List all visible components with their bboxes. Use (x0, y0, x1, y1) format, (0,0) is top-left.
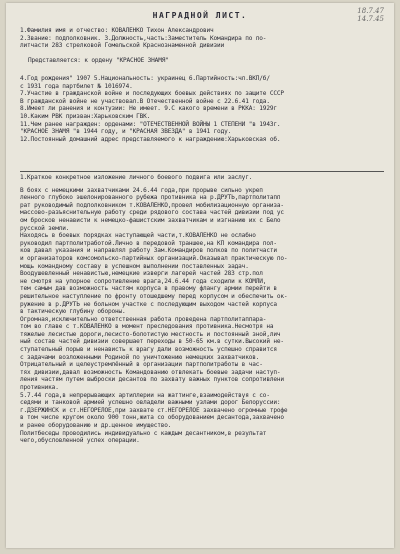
body-line: Воодушевленный ненавистью,немецкие изверги лагерей частей 283 стр.пол (20, 270, 263, 278)
info-line: 8.Имеет ли ранения и контузии: Не имеет. 9.С какого времени в РККА: 1929г (20, 105, 277, 113)
info-line: 10.Каким РВК призван:Харьковским ГВК. (20, 112, 151, 120)
body-line: ом бросков ненависти к немецко-фашистским захватчикам и изгнанию их с Бело (20, 216, 281, 224)
header-line: 1.Фамилия имя и отчество: КОВАЛЕНКО Тихон Александрович (20, 27, 214, 34)
award-sheet (6, 3, 394, 548)
body-line: и ранее оборудованию и др.ценное имущество. (20, 422, 172, 429)
info-line: В гражданской войне не участвовал.В Отечественной войне с 22.6.41 года. (20, 97, 270, 105)
body-line: русской земли. (20, 224, 70, 232)
body-line: том во главе с т.КОВАЛЕНКО в момент преследования противника.Несмотря на (20, 323, 274, 331)
body-line: с задачами возложенными Родиной по уничтожению немецких захватчиков. (20, 353, 260, 361)
body-line: 5.7.44 года,в непрерывающих артиллерии на жаттинге,взаимодействуя с со- (20, 391, 270, 399)
body-line: в том числе кругом около 900 тонн,жита со оборудованием десантода,захвачено (20, 414, 284, 422)
body-line: в тактическую глубину обороны. (20, 308, 126, 316)
presented-line: Представляется: к ордену "КРАСНОЕ ЗНАМЯ" (28, 57, 169, 64)
section-heading: 1.Краткое конкретное изложение личного боевого подвига или заслуг. (20, 174, 253, 181)
info-line: 12.Постоянный домашний адрес представляемого к награждению:Харьковская об. (20, 135, 281, 143)
header-line: 2.Звание: подполковник. 3.Должность,часть:Заместитель Командира по по- (20, 34, 267, 42)
handwritten-note-line: 18.7.47 (357, 7, 384, 15)
document-title: НАГРАДНОЙ ЛИСТ. (152, 11, 248, 20)
personal-info (20, 75, 388, 143)
body-line: ления частям путем выброски десантов по захвату важных пунктов сопротивлени (20, 376, 284, 384)
info-line: с 1931 года партбилет № 1016974. (20, 82, 133, 90)
header-line: литчасти 283 стрелковой Гомельской Краснознаменной дивизии (20, 42, 225, 50)
body-line: седями и танковой армией успешно овладели важными узлами дорог Белоруссии: (20, 399, 281, 407)
info-line: 4.Год рождения" 1907 5.Национальность: украинец 6.Партийность:чл.ВКП/б/ (20, 75, 270, 82)
section-divider (20, 171, 384, 172)
body-line: Политбеседы проводились индивидуально с каждым десантником,в результат (20, 429, 267, 437)
body-line: массово-разъяснительную работу среди рядового состава частей дивизии под ус (20, 209, 284, 217)
body-line: тях дивизии,давал возможность Командованию отвлекать боевые задачи наступ- (20, 368, 281, 376)
body-line: ков давал указания и направлял работу Зам.Командиров полков по политчасти (20, 247, 277, 255)
info-line: "КРАСНОЕ ЗНАМЯ "в 1944 году, и "КРАСНАЯ ЗВЕЗДА" в 1941 году. (20, 128, 232, 136)
body-line: ленного глубоко эшелонированного рубежа противника на р.ДРУТЬ,партполитапп (20, 194, 281, 202)
body-line: ный состав частей дивизии совершает переходы в 50-65 км.в сутки.Высокий не- (20, 338, 284, 346)
body-line: Огромная,исключительно ответственная работа проведена партполитаппара- (20, 315, 267, 323)
body-line: Отрицательный и целеустремлённый в организации партполитработы в час- (20, 361, 263, 369)
handwritten-note-line: 14.7.45 (357, 15, 384, 23)
body-line: ружение в р.ДРУТЬ не больном участке с последующим выходом частей корпуса (20, 300, 277, 308)
body-line: не смотря на упорное сопротивление врага,24.6.44 года сходили к КОМЛИ, (20, 277, 267, 285)
body-line: рат руководимый подполковником т.КОВАЛЕНКО,провел мобилизационную организа- (20, 201, 284, 209)
info-line: 7.Участие в гражданской войне и последующих боевых действиях по защите СССР (20, 90, 284, 98)
body-line: Находясь в боевых порядках наступающей части,т.КОВАЛЕНКО не ослабно (20, 232, 256, 240)
presented-for (20, 57, 388, 65)
body-line: В боях с немецкими захватчиками 24.6.44 года,при прорыве сильно укреп (20, 186, 263, 194)
body-line: ступательный порыв и ненависть к врагу дали возможность успешно справится (20, 346, 277, 354)
body-line: противника. (20, 384, 59, 392)
merit-section (20, 174, 388, 445)
body-line: тем самым дав возможность частям корпуса в правому флангу армии перейти в (20, 285, 277, 293)
merit-body (20, 187, 388, 445)
body-line: чего,обусловленной успех операции. (20, 437, 140, 445)
body-line: тяжелые лесистые дороги,лесисто-болотистую местность и постоянный зной,лич (20, 330, 281, 338)
body-line: решительное наступление по фронту отошедшему перед корпусом и обеспечить ок- (20, 292, 288, 300)
body-line: и организаторов комсомольско-партийных организаций.Оказывал практическую по- (20, 254, 288, 262)
info-line: 11.Чем ранее награжден: орденами: "ОТЕЧЕСТВЕННОЙ ВОЙНЫ 1 СТЕПЕНИ "в 1943г. (20, 120, 281, 128)
body-line: мощь командному составу в успешном выполнении поставленных задач. (20, 262, 249, 270)
body-line: руководил партполитработой.Лично в передовой траншее,на КП командира пол- (20, 239, 277, 247)
body-line: г.ДЗЕРЖИНСК и ст.НЕГОРЕЛОЕ,при захвате ст.НЕГОРЕЛОЕ захвачено огромные трофе (20, 406, 288, 414)
header-fields (20, 27, 388, 50)
